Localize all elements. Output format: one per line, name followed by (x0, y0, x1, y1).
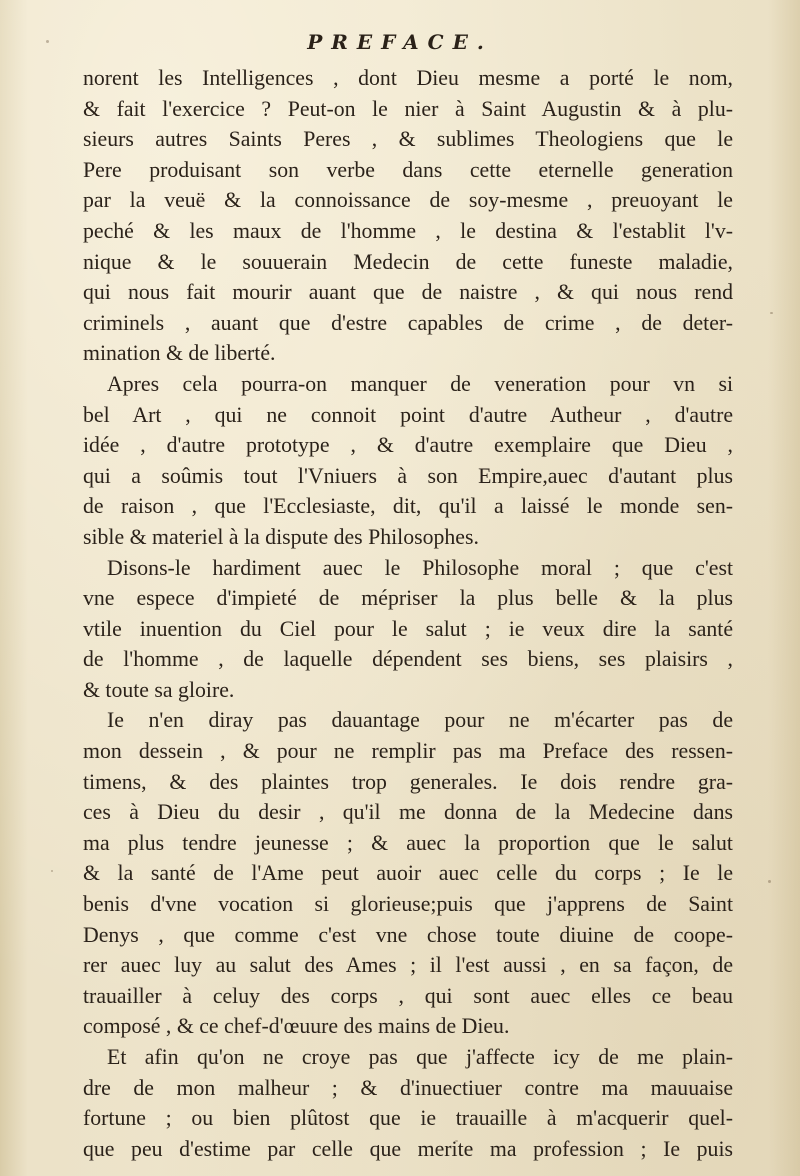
text-line: qui nous fait mourir auant que de naistre , & qui nous rend (83, 280, 733, 305)
text-line: ma plus tendre jeunesse ; & auec la proportion que le salut (83, 830, 733, 855)
text-line: de raison , que l'Ecclesiaste, dit, qu'il a laissé le monde sen- (83, 494, 733, 519)
text-line: idée , d'autre prototype , & d'autre exemplaire que Dieu , (83, 433, 733, 458)
text-line: & la santé de l'Ame peut auoir auec celle du corps ; Ie le (83, 861, 733, 886)
text-line: vne espece d'impieté de mépriser la plus belle & la plus (83, 586, 733, 611)
text-line: composé , & ce chef-d'œuure des mains de Dieu. (83, 1014, 510, 1039)
text-line: trauailler à celuy des corps , qui sont auec elles ce beau (83, 983, 733, 1008)
paper-speck (46, 40, 49, 43)
text-line: Disons-le hardiment auec le Philosophe moral ; que c'est (107, 555, 733, 580)
text-line: sieurs autres Saints Peres , & sublimes Theologiens que le (83, 127, 733, 152)
text-line: benis d'vne vocation si glorieuse;puis que j'apprens de Saint (83, 892, 733, 917)
text-line: nique & le souuerain Medecin de cette funeste maladie, (83, 249, 733, 274)
paper-speck (770, 312, 773, 314)
text-line: Ie n'en diray pas dauantage pour ne m'écarter pas de (107, 708, 733, 733)
text-line: criminels , auant que d'estre capables de crime , de deter- (83, 310, 733, 335)
text-line: de l'homme , de laquelle dépendent ses biens, ses plaisirs , (83, 647, 733, 672)
text-line: Et afin qu'on ne croye pas que j'affecte icy de me plain- (107, 1045, 733, 1069)
text-line: bel Art , qui ne connoit point d'autre Autheur , d'autre (83, 402, 733, 427)
paper-speck (768, 880, 771, 883)
text-line: Pere produisant son verbe dans cette eternelle generation (83, 157, 733, 182)
text-line: rer auec luy au salut des Ames ; il l'est aussi , en sa façon, de (83, 953, 733, 978)
text-line: que peu d'estime par celle que merite ma profession ; Ie puis (83, 1136, 733, 1161)
text-line: norent les Intelligences , dont Dieu mesme a porté le nom, (83, 66, 733, 90)
text-line: peché & les maux de l'homme , le destina & l'establit l'v- (83, 218, 733, 243)
text-line: dre de mon malheur ; & d'inuectiuer contre ma mauuaise (83, 1075, 733, 1100)
paper-speck (51, 870, 53, 872)
text-line: mon dessein , & pour ne remplir pas ma Preface des ressen- (83, 739, 733, 764)
text-line: fortune ; ou bien plûtost que ie trauaille à m'acquerir quel- (83, 1106, 733, 1131)
running-head: PREFACE. (307, 30, 493, 54)
text-line: par la veuë & la connoissance de soy-mesme , preuoyant le (83, 188, 733, 213)
text-line: Apres cela pourra-on manquer de veneration pour vn si (107, 371, 733, 396)
text-line: & fait l'exercice ? Peut-on le nier à Saint Augustin & à plu- (83, 96, 733, 121)
text-line: Denys , que comme c'est vne chose toute diuine de coope- (83, 922, 733, 947)
text-line: mination & de liberté. (83, 341, 276, 366)
body-text (83, 63, 733, 1164)
text-line: vtile inuention du Ciel pour le salut ; ie veux dire la santé (83, 616, 733, 641)
paper-speck (455, 1140, 458, 1142)
text-line: sible & materiel à la dispute des Philosophes. (83, 524, 479, 549)
text-line: timens, & des plaintes trop generales. Ie dois rendre gra- (83, 769, 733, 794)
text-line: qui a soûmis tout l'Vniuers à son Empire,auec d'autant plus (83, 463, 733, 488)
text-line: ces à Dieu du desir , qu'il me donna de la Medecine dans (83, 800, 733, 825)
text-line: & toute sa gloire. (83, 677, 235, 702)
